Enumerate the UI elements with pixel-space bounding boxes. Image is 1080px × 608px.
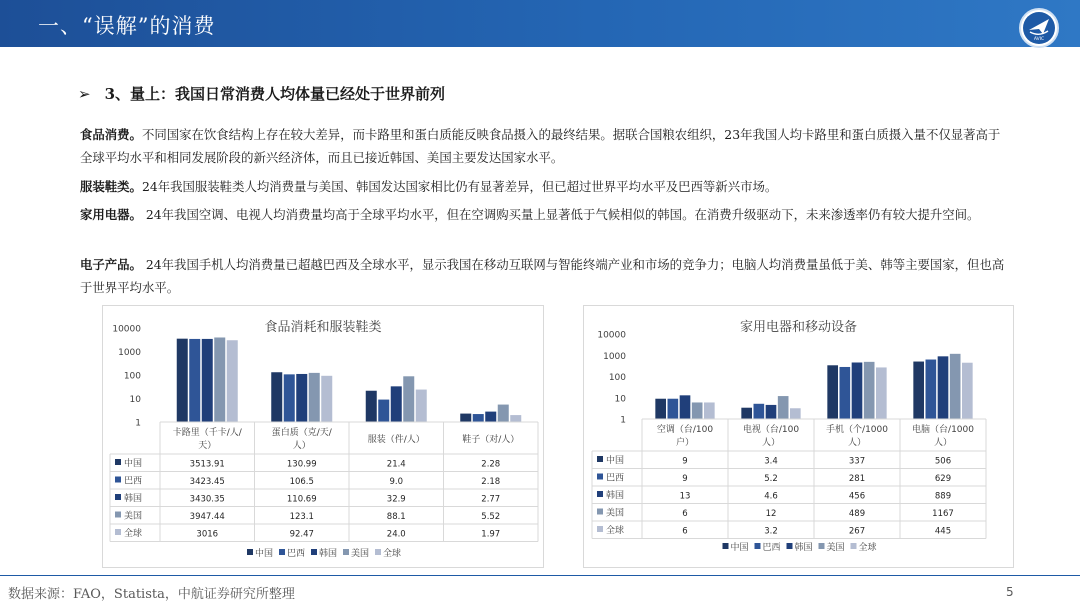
data-label: 3430.35 xyxy=(189,494,225,505)
bar-韩国-1 xyxy=(296,374,307,422)
bar-韩国-0 xyxy=(680,395,691,419)
data-label: 337 xyxy=(848,456,866,467)
paragraph-lead: 电子产品。 xyxy=(80,257,142,272)
legend-key-美国 xyxy=(597,509,603,515)
bar-巴西-1 xyxy=(754,404,765,419)
category-label: 天） xyxy=(198,441,217,451)
header-bar xyxy=(0,0,1080,47)
data-label: 110.69 xyxy=(286,494,317,505)
paragraph-body: 不同国家在饮食结构上存在较大差异，而卡路里和蛋白质能反映食品摄入的最终结果。据联合国粮农组织，23年我国人均卡路里和蛋白质摄入量不仅显著高于全球平均水平和相同发展阶段的新兴经济体，而且已接近韩国、美国主要发达国家水平。 xyxy=(80,127,1001,165)
paragraph-electronics xyxy=(80,253,1010,299)
data-label: 13 xyxy=(679,491,691,502)
bar-全球-2 xyxy=(416,390,427,422)
legend-swatch-巴西 xyxy=(279,549,285,555)
data-label: 629 xyxy=(934,474,952,484)
bar-中国-3 xyxy=(913,362,924,419)
bar-中国-2 xyxy=(366,391,377,422)
legend-label: 美国 xyxy=(351,549,370,559)
data-label: 88.1 xyxy=(386,512,406,522)
legend-label: 韩国 xyxy=(319,549,338,559)
data-label: 3.4 xyxy=(764,456,778,467)
bar-韩国-1 xyxy=(766,405,777,419)
data-label: 3016 xyxy=(196,529,219,540)
y-tick-label: 10000 xyxy=(597,330,626,341)
data-label: 4.6 xyxy=(764,491,778,502)
bar-美国-1 xyxy=(309,373,320,422)
bar-全球-1 xyxy=(321,376,332,422)
y-tick-label: 10 xyxy=(614,394,626,405)
data-label: 9.0 xyxy=(389,477,404,487)
chart-title: 食品消耗和服装鞋类 xyxy=(264,320,382,335)
series-row-label: 中国 xyxy=(606,456,625,466)
data-source-note: 数据来源：FAO，Statista，中航证券研究所整理 xyxy=(8,587,295,602)
bar-巴西-3 xyxy=(473,414,484,422)
data-label: 123.1 xyxy=(289,512,314,522)
bar-美国-0 xyxy=(214,337,225,422)
legend-swatch-中国 xyxy=(723,543,729,549)
food-clothing-chart xyxy=(103,306,543,567)
bar-韩国-2 xyxy=(391,386,402,422)
data-label: 445 xyxy=(934,526,952,537)
bar-美国-2 xyxy=(864,362,875,419)
bar-巴西-0 xyxy=(668,399,679,419)
bar-巴西-1 xyxy=(284,374,295,422)
chart-title: 家用电器和移动设备 xyxy=(739,320,857,335)
data-label: 3513.91 xyxy=(189,459,225,470)
paragraph-clothing xyxy=(80,175,1010,198)
category-label: 电视（台/100 xyxy=(742,425,800,435)
appliances-devices-chart xyxy=(584,306,1013,567)
legend-key-全球 xyxy=(597,526,603,532)
subtitle-text: 3、量上：我国日常消费人均体量已经处于世界前列 xyxy=(104,85,446,103)
bar-韩国-0 xyxy=(202,339,213,422)
y-tick-label: 10000 xyxy=(112,324,141,335)
category-label: 空调（台/100 xyxy=(656,425,714,435)
data-label: 3423.45 xyxy=(189,477,225,487)
series-row-label: 美国 xyxy=(124,511,143,522)
category-label: 人） xyxy=(761,438,781,448)
category-label: 户） xyxy=(675,438,695,448)
bar-全球-2 xyxy=(876,367,887,419)
bar-中国-1 xyxy=(741,408,752,419)
data-label: 1.97 xyxy=(481,529,501,540)
legend-swatch-韩国 xyxy=(787,543,793,549)
category-label: 手机（个/1000 xyxy=(826,425,888,435)
arrow-bullet-icon: ➢ xyxy=(78,85,91,103)
data-label: 281 xyxy=(848,474,866,484)
data-label: 5.2 xyxy=(764,474,778,484)
legend-key-韩国 xyxy=(115,494,121,500)
plane-icon xyxy=(1021,10,1057,46)
bar-中国-0 xyxy=(177,339,188,422)
data-label: 32.9 xyxy=(386,494,406,505)
series-row-label: 全球 xyxy=(124,529,143,539)
bar-美国-3 xyxy=(950,354,961,419)
category-label: 服装（件/人） xyxy=(367,435,425,445)
page-title: 一、“误解”的消费 xyxy=(38,14,216,38)
legend-swatch-中国 xyxy=(247,549,253,555)
y-tick-label: 1000 xyxy=(603,351,626,362)
y-tick-label: 10 xyxy=(129,395,141,405)
category-label: 卡路里（千卡/人/ xyxy=(172,428,242,438)
legend-label: 全球 xyxy=(858,543,877,553)
series-row-label: 全球 xyxy=(606,526,625,536)
category-label: 鞋子（对/人） xyxy=(462,435,520,445)
bar-巴西-0 xyxy=(189,339,200,422)
bar-全球-3 xyxy=(962,363,973,419)
paragraph-lead: 食品消费。 xyxy=(80,127,142,142)
bar-美国-3 xyxy=(498,405,509,422)
data-label: 489 xyxy=(848,509,866,519)
legend-swatch-韩国 xyxy=(311,549,317,555)
legend-label: 中国 xyxy=(255,549,274,559)
data-label: 9 xyxy=(682,474,688,484)
legend-key-中国 xyxy=(115,459,121,465)
bar-全球-1 xyxy=(790,408,801,419)
series-row-label: 巴西 xyxy=(124,476,143,487)
bar-全球-3 xyxy=(510,415,521,422)
bar-中国-1 xyxy=(271,372,282,422)
data-label: 6 xyxy=(682,509,688,519)
chart-panel-appliances-devices xyxy=(583,305,1014,568)
bar-韩国-2 xyxy=(852,362,863,419)
series-row-label: 美国 xyxy=(606,508,625,519)
paragraph-body: 24年我国手机人均消费量已超越巴西及全球水平，显示我国在移动互联网与智能终端产业和市场的竞争力；电脑人均消费量虽低于美、韩等主要国家，但也高于世界平均水平。 xyxy=(80,257,1005,295)
data-label: 1167 xyxy=(932,509,954,519)
chart-panel-food-clothing xyxy=(102,305,544,568)
bar-中国-0 xyxy=(655,399,666,419)
bar-中国-3 xyxy=(460,414,471,422)
legend-swatch-全球 xyxy=(375,549,381,555)
bar-巴西-2 xyxy=(378,400,389,422)
paragraph-food xyxy=(80,123,1010,169)
data-label: 5.52 xyxy=(481,512,501,522)
data-label: 2.28 xyxy=(481,459,501,470)
data-label: 2.77 xyxy=(481,494,501,505)
y-tick-label: 100 xyxy=(608,373,626,383)
legend-swatch-巴西 xyxy=(755,543,761,549)
legend-label: 巴西 xyxy=(762,543,781,553)
data-label: 92.47 xyxy=(289,529,314,540)
avic-logo xyxy=(1019,8,1059,48)
bar-韩国-3 xyxy=(485,412,496,422)
legend-key-巴西 xyxy=(597,474,603,480)
category-label: 人） xyxy=(933,438,953,448)
data-label: 12 xyxy=(765,509,777,519)
bar-全球-0 xyxy=(227,340,238,422)
data-label: 24.0 xyxy=(386,529,406,540)
y-tick-label: 1 xyxy=(135,418,141,429)
bar-全球-0 xyxy=(704,402,715,419)
category-label: 蛋白质（克/天/ xyxy=(271,428,332,438)
legend-key-巴西 xyxy=(115,477,121,483)
legend-key-美国 xyxy=(115,512,121,518)
legend-swatch-全球 xyxy=(851,543,857,549)
footer-divider xyxy=(0,575,1080,576)
data-label: 9 xyxy=(682,456,688,467)
logo-text: AVIC xyxy=(1033,37,1045,42)
legend-label: 美国 xyxy=(826,543,845,553)
y-tick-label: 1 xyxy=(620,415,626,426)
data-label: 21.4 xyxy=(386,459,406,470)
paragraph-lead: 服装鞋类。 xyxy=(80,179,142,194)
data-label: 456 xyxy=(848,491,866,502)
legend-key-韩国 xyxy=(597,491,603,497)
data-label: 130.99 xyxy=(286,459,317,470)
paragraph-appliances xyxy=(80,203,1010,226)
data-label: 3.2 xyxy=(764,526,778,537)
bar-巴西-3 xyxy=(926,360,937,419)
bar-中国-2 xyxy=(827,365,838,419)
data-label: 889 xyxy=(934,491,952,502)
category-label: 人） xyxy=(292,441,311,451)
bar-韩国-3 xyxy=(938,356,949,419)
bar-巴西-2 xyxy=(840,367,851,419)
legend-key-中国 xyxy=(597,456,603,462)
paragraph-body: 24年我国服装鞋类人均消费量与美国、韩国发达国家相比仍有显著差异，但已超过世界平均水平及巴西等新兴市场。 xyxy=(141,179,778,194)
legend-label: 韩国 xyxy=(794,543,813,553)
category-label: 人） xyxy=(847,438,867,448)
category-label: 电脑（台/1000 xyxy=(912,425,974,435)
series-row-label: 韩国 xyxy=(606,491,625,501)
legend-swatch-美国 xyxy=(343,549,349,555)
legend-label: 全球 xyxy=(383,549,402,559)
data-label: 506 xyxy=(934,456,952,467)
paragraph-lead: 家用电器。 xyxy=(80,207,142,222)
legend-key-全球 xyxy=(115,529,121,535)
data-label: 3947.44 xyxy=(189,512,225,522)
bar-美国-1 xyxy=(778,396,789,419)
bar-美国-2 xyxy=(403,376,414,422)
y-tick-label: 1000 xyxy=(118,348,141,358)
y-tick-label: 100 xyxy=(123,371,141,382)
series-row-label: 中国 xyxy=(124,459,143,469)
bar-美国-0 xyxy=(692,402,703,419)
legend-label: 巴西 xyxy=(287,549,306,559)
legend-swatch-美国 xyxy=(819,543,825,549)
data-label: 2.18 xyxy=(481,477,501,487)
series-row-label: 韩国 xyxy=(124,494,143,504)
section-subtitle xyxy=(78,83,445,104)
paragraph-body: 24年我国空调、电视人均消费量均高于全球平均水平，但在空调购买量上显著低于气候相似的韩国。在消费升级驱动下，未来渗透率仍有较大提升空间。 xyxy=(141,207,980,222)
data-label: 6 xyxy=(682,526,688,537)
legend-label: 中国 xyxy=(730,543,749,553)
page-number: 5 xyxy=(1006,585,1014,599)
data-label: 106.5 xyxy=(289,477,314,487)
series-row-label: 巴西 xyxy=(606,473,625,484)
data-label: 267 xyxy=(848,526,866,537)
